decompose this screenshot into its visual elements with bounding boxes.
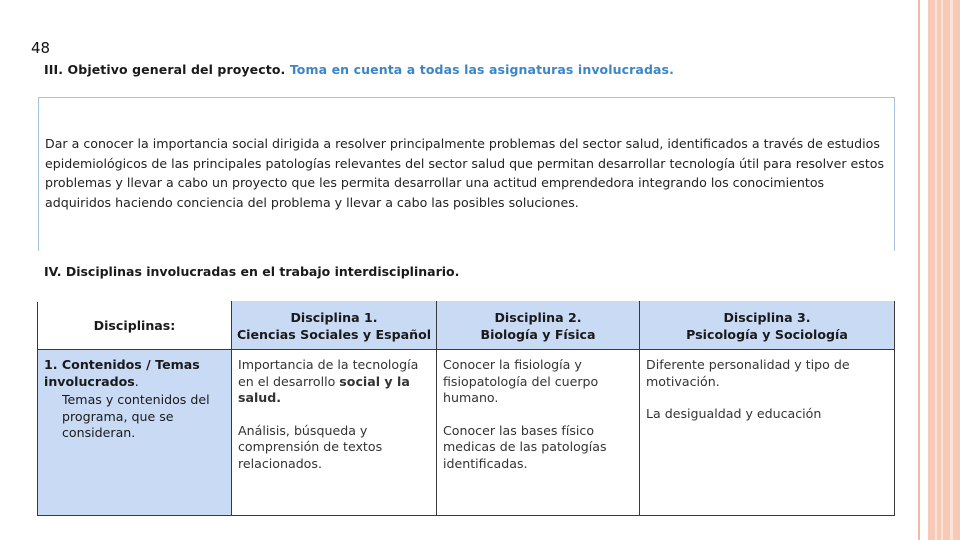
header-disciplina-1-name: Ciencias Sociales y Español	[236, 326, 432, 342]
cell-d1-text-a-bold: social y la salud.	[238, 373, 410, 405]
decor-stripe-line	[950, 0, 953, 540]
table-header-row	[38, 302, 895, 350]
header-disciplinas: Disciplinas:	[38, 302, 232, 350]
header-disciplina-2-number: Disciplina 2.	[494, 309, 582, 325]
cell-d2-text-a: Conocer la fisiología y fisiopatología del cuerpo humano.	[443, 357, 599, 405]
cell-d1-text-a: Importancia de la tecnología en el desarrollo	[238, 357, 419, 389]
header-disciplina-3-name: Psicología y Sociología	[686, 326, 848, 342]
row-label-title	[44, 357, 225, 390]
decor-stripe	[918, 0, 920, 540]
cell-disciplina-1	[232, 350, 437, 516]
header-disciplina-1	[232, 302, 437, 350]
decor-stripe-band	[928, 0, 960, 540]
cell-d2-text-b: Conocer las bases físico medicas de las patologías identificadas.	[443, 422, 607, 471]
header-disciplina-2-name: Biología y Física	[480, 326, 596, 342]
row-label-title-dot: .	[134, 373, 139, 389]
row-label-title-line1: 1. Contenidos / Temas	[44, 357, 200, 372]
row-label-title-line2: involucrados	[44, 373, 135, 389]
disciplines-table	[37, 301, 895, 516]
objective-box	[38, 97, 895, 251]
decor-stripe-line	[941, 0, 943, 540]
header-disciplina-3-number: Disciplina 3.	[723, 309, 811, 325]
cell-d1-text-b: Análisis, búsqueda y comprensión de textos relacionados.	[238, 422, 383, 471]
header-disciplina-1-number: Disciplina 1.	[290, 309, 378, 325]
decor-stripe-line	[935, 0, 937, 540]
table-row	[38, 350, 895, 516]
objective-text: Dar a conocer la importancia social dirigida a resolver principalmente problemas del sector salud, identificados a través de estudios epidemiológicos de las principales patologías relevantes del sector salud que permitan desarrollar tecnología útil para resolver estos problemas y llevar a cabo un proyecto que les permita desarrollar una actitud emprendedora integrando los conocimientos adquiridos haciendo conciencia del problema y llevar a cabo las posibles soluciones.	[45, 136, 885, 210]
cell-d3-text-a: Diferente personalidad y tipo de motivación.	[646, 357, 850, 389]
row-label-contenidos	[38, 350, 232, 516]
cell-d3-text-b: La desigualdad y educación	[646, 406, 822, 421]
section3-title: III. Objetivo general del proyecto.	[44, 62, 286, 77]
section3-heading	[44, 62, 674, 77]
section3-highlight: Toma en cuenta a todas las asignaturas involucradas.	[289, 62, 674, 77]
cell-disciplina-2	[437, 350, 640, 516]
header-disciplina-2	[437, 302, 640, 350]
cell-disciplina-3	[640, 350, 895, 516]
header-disciplina-3	[640, 302, 895, 350]
row-label-subtitle: Temas y contenidos del programa, que se consideran.	[62, 392, 210, 440]
section4-title: IV. Disciplinas involucradas en el trabajo interdisciplinario.	[44, 264, 460, 279]
page-number: 48	[31, 39, 51, 57]
